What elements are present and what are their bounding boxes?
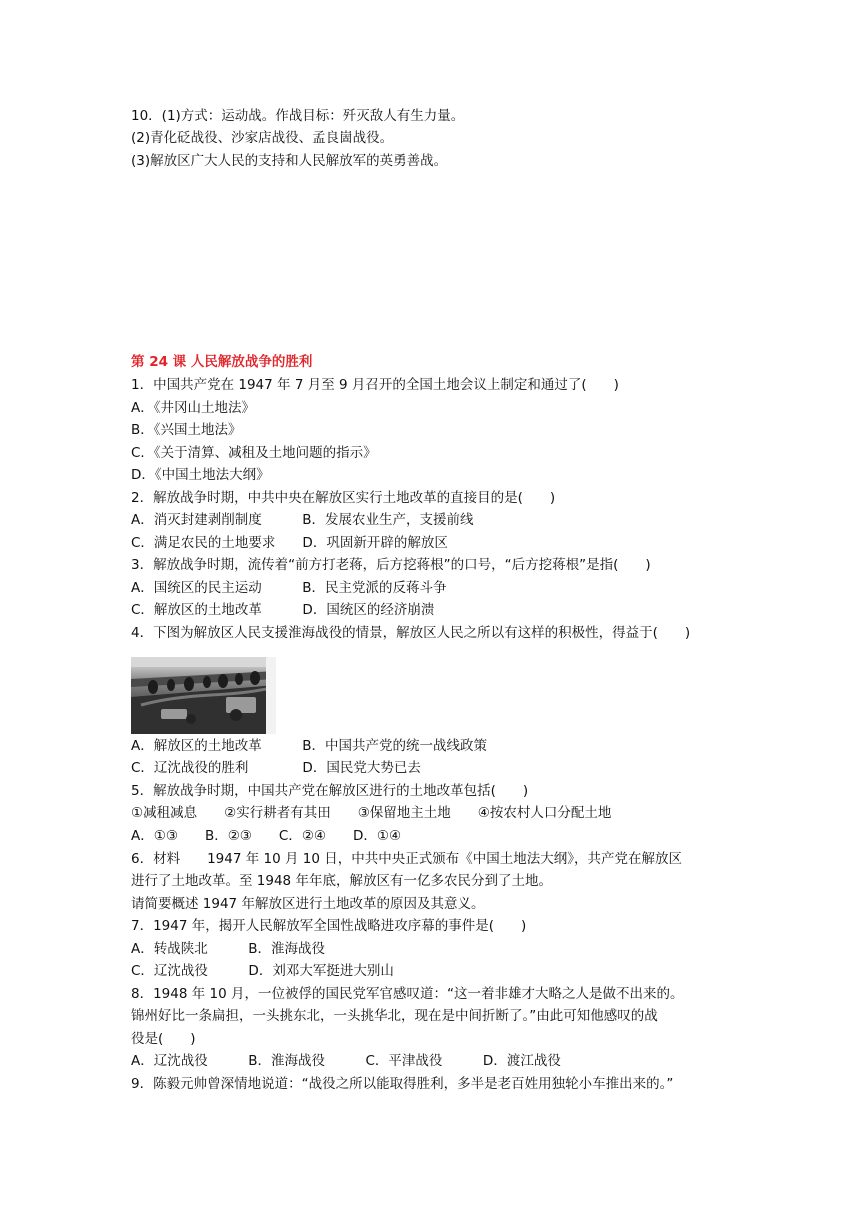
question-line: C．《关于清算、减租及土地问题的指示》 [131, 445, 377, 461]
question-line: A．《井冈山土地法》 [131, 400, 255, 416]
question-line: 4．下图为解放区人民支援淮海战役的情景，解放区人民之所以有这样的积极性，得益于( ) [131, 625, 691, 641]
question-line: A．转战陕北 B．淮海战役 [131, 941, 325, 957]
lesson-title: 第 24 课 人民解放战争的胜利 [131, 354, 313, 370]
question-line: ①减租减息 ②实行耕者有其田 ③保留地主土地 ④按农村人口分配土地 [131, 805, 612, 821]
question-line: 2．解放战争时期，中共中央在解放区实行土地改革的直接目的是( ) [131, 490, 556, 506]
question-line: 6．材料 1947 年 10 月 10 日，中共中央正式颁布《中国土地法大纲》，共产党在解放区 [131, 851, 683, 867]
question-line: A．辽沈战役 B．淮海战役 C．平津战役 D．渡江战役 [131, 1053, 561, 1069]
question-line: 5．解放战争时期，中国共产党在解放区进行的土地改革包括( ) [131, 783, 529, 799]
question-line: 7．1947 年，揭开人民解放军全国性战略进攻序幕的事件是( ) [131, 918, 527, 934]
question-line: C．辽沈战役的胜利 D．国民党大势已去 [131, 760, 421, 776]
question-line: C．满足农民的土地要求 D．巩固新开辟的解放区 [131, 535, 448, 551]
question-line: B．《兴国土地法》 [131, 422, 242, 438]
question-line: A．解放区的土地改革 B．中国共产党的统一战线政策 [131, 738, 487, 754]
question-line: 8．1948 年 10 月，一位被俘的国民党军官感叹道：“这一着非雄才大略之人是做不出来的。 [131, 986, 684, 1002]
question-line: 3．解放战争时期，流传着“前方打老蒋，后方挖蒋根”的口号，“后方挖蒋根”是指( ) [131, 557, 651, 573]
question-line: 9．陈毅元帅曾深情地说道：“战役之所以能取得胜利，多半是老百姓用独轮小车推出来的。” [131, 1076, 674, 1092]
answer-line: 10．(1)方式：运动战。作战目标：歼灭敌人有生力量。 [131, 108, 465, 124]
question-line: 1．中国共产党在 1947 年 7 月至 9 月召开的全国土地会议上制定和通过了( ) [131, 377, 619, 393]
question-line: C．辽沈战役 D．刘邓大军挺进大别山 [131, 963, 394, 979]
question-line: 进行了土地改革。至 1948 年年底，解放区有一亿多农民分到了土地。 [131, 873, 552, 889]
question-line: A．国统区的民主运动 B．民主党派的反蒋斗争 [131, 580, 447, 596]
question-line: 请简要概述 1947 年解放区进行土地改革的原因及其意义。 [131, 896, 485, 912]
answer-line: (2)青化砭战役、沙家店战役、孟良崮战役。 [131, 130, 394, 146]
huaihai-support-photo [131, 657, 276, 734]
question-line: C．解放区的土地改革 D．国统区的经济崩溃 [131, 602, 435, 618]
question-line: A．①③ B．②③ C．②④ D．①④ [131, 828, 402, 844]
question-line: D．《中国土地法大纲》 [131, 467, 270, 483]
question-line: A．消灭封建剥削制度 B．发展农业生产，支援前线 [131, 512, 474, 528]
question-line: 锦州好比一条扁担，一头挑东北，一头挑华北，现在是中间折断了。”由此可知他感叹的战 [131, 1008, 658, 1024]
question-line: 役是( ) [131, 1031, 196, 1047]
photo-scene [131, 657, 276, 734]
answer-line: (3)解放区广大人民的支持和人民解放军的英勇善战。 [131, 153, 448, 169]
